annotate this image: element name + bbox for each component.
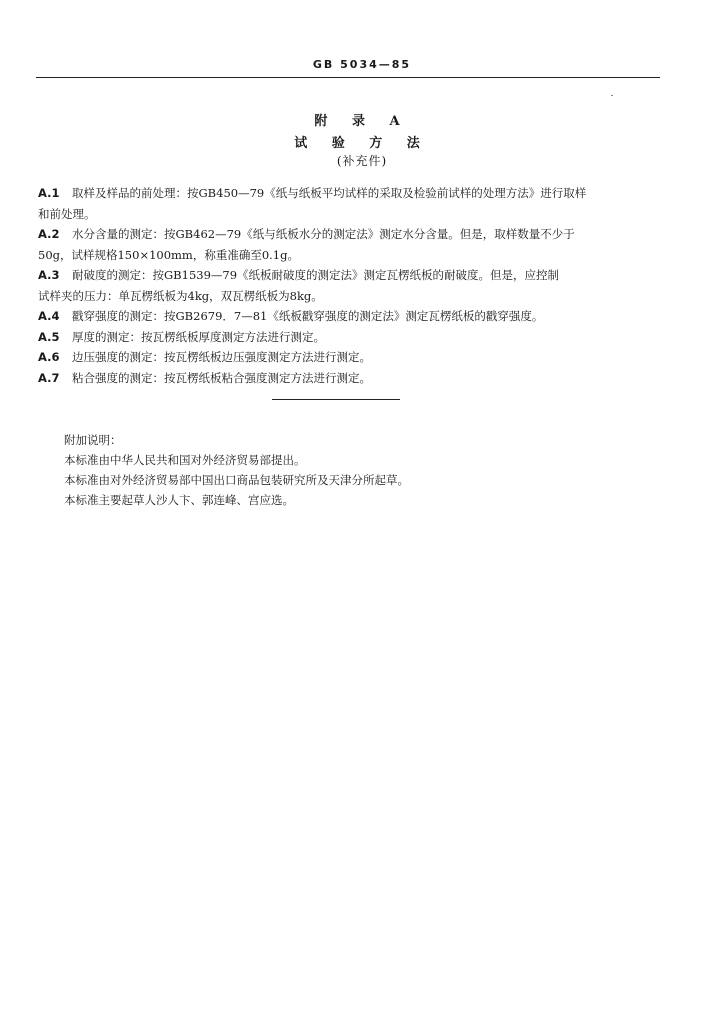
clause-a3 xyxy=(38,265,628,286)
clause-text: 耐破度的测定：按GB1539—79《纸板耐破度的测定法》测定瓦楞纸板的耐破度。但是，应控制 xyxy=(72,268,560,282)
clause-text: 粘合强度的测定：按瓦楞纸板粘合强度测定方法进行测定。 xyxy=(72,370,371,385)
appendix-subtitle: (补充件) xyxy=(336,154,388,168)
clause-a6 xyxy=(38,347,628,368)
notes-line-authors: 本标准主要起草人沙人卞、郭连峰、宫应选。 xyxy=(64,493,294,507)
clause-a2-continued: 50g，试样规格150×100mm，称重准确至0.1g。 xyxy=(38,247,299,262)
clause-a1 xyxy=(38,183,628,204)
header-rule xyxy=(36,77,660,78)
standard-code-header: GB 5034—85 xyxy=(312,58,412,71)
clause-number: A.5 xyxy=(38,329,60,344)
clause-text: 水分含量的测定：按GB462—79《纸与纸板水分的测定法》测定水分含量。但是，取样数量不少于 xyxy=(72,227,575,241)
clause-a1-continued: 和前处理。 xyxy=(38,206,96,221)
appendix-label: 附 录 A xyxy=(314,114,410,129)
notes-heading: 附加说明： xyxy=(64,433,122,447)
section-divider xyxy=(272,399,400,400)
clause-number: A.2 xyxy=(38,227,60,241)
notes-line-drafter: 本标准由对外经济贸易部中国出口商品包装研究所及天津分所起草。 xyxy=(64,473,409,487)
clause-number: A.4 xyxy=(38,309,60,323)
additional-notes xyxy=(64,430,624,510)
clause-number: A.6 xyxy=(38,350,60,364)
clause-number: A.1 xyxy=(38,186,60,200)
clause-text: 厚度的测定：按瓦楞纸板厚度测定方法进行测定。 xyxy=(72,329,325,344)
clause-a5 xyxy=(38,327,628,348)
appendix-title: 试 验 方 法 xyxy=(294,136,430,151)
clause-text: 取样及样品的前处理：按GB450—79《纸与纸板平均试样的采取及检验前试样的处理方法》进行取样 xyxy=(72,186,587,200)
clause-text: 戳穿强度的测定：按GB2679．7—81《纸板戳穿强度的测定法》测定瓦楞纸板的戳穿强度。 xyxy=(72,309,544,323)
clause-a4 xyxy=(38,306,628,327)
clause-a7 xyxy=(38,368,628,389)
clause-number: A.3 xyxy=(38,268,60,282)
clause-number: A.7 xyxy=(38,370,60,385)
notes-line-proposer: 本标准由中华人民共和国对外经济贸易部提出。 xyxy=(64,453,306,467)
scan-speck xyxy=(611,95,613,96)
clause-list xyxy=(38,183,628,388)
clause-text: 边压强度的测定：按瓦楞纸板边压强度测定方法进行测定。 xyxy=(72,350,371,364)
clause-a3-continued: 试样夹的压力：单瓦楞纸板为4kg，双瓦楞纸板为8kg。 xyxy=(38,288,323,303)
clause-a2 xyxy=(38,224,628,245)
